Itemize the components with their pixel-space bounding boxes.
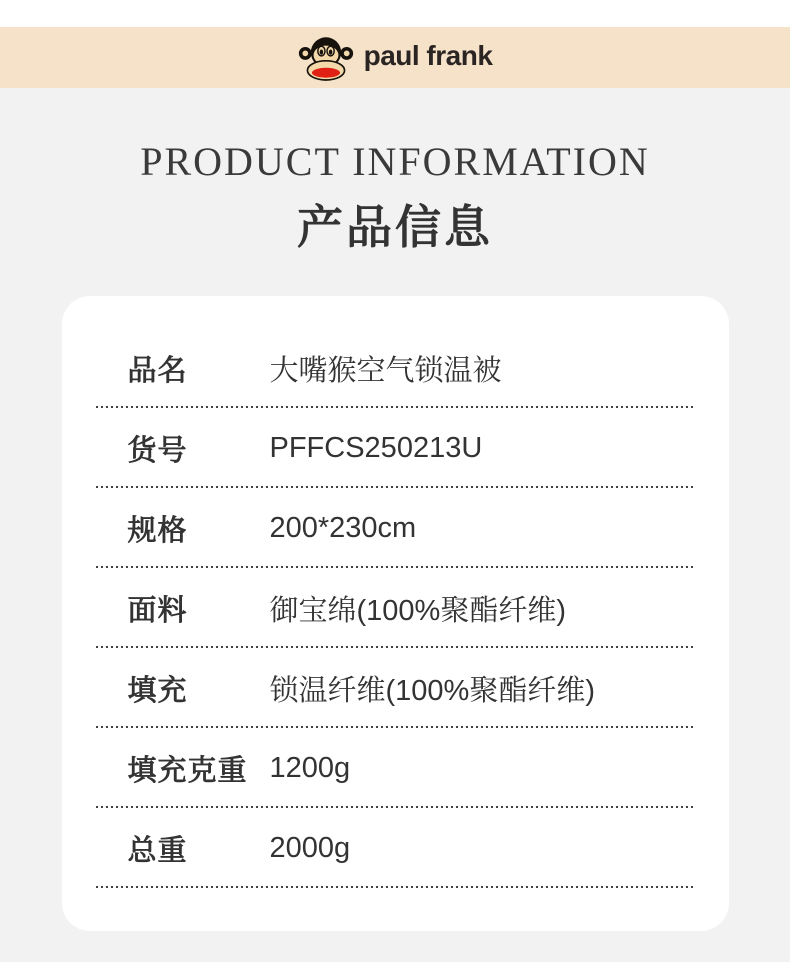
spec-value: 锁温纤维(100%聚酯纤维) xyxy=(269,674,595,707)
spec-label: 品名 xyxy=(127,354,188,387)
content-area xyxy=(0,88,790,962)
spec-value: 大嘴猴空气锁温被 xyxy=(269,354,502,387)
spec-value: 200*230cm xyxy=(269,511,417,544)
top-white-strip xyxy=(0,0,790,27)
spec-value: PFFCS250213U xyxy=(269,431,483,464)
table-row xyxy=(62,728,729,808)
spec-label: 货号 xyxy=(127,434,188,467)
spec-label: 规格 xyxy=(127,514,188,547)
brand-wordmark: paul frank xyxy=(363,39,493,71)
table-row xyxy=(62,328,729,408)
paul-frank-monkey-icon xyxy=(298,35,354,81)
spec-label: 填充克重 xyxy=(127,754,248,787)
page-title-chinese: 产品信息 xyxy=(297,201,493,253)
table-row xyxy=(62,568,729,648)
spec-label: 总重 xyxy=(127,834,188,867)
table-row xyxy=(62,808,729,888)
spec-value: 1200g xyxy=(269,751,351,784)
spec-label: 填充 xyxy=(127,674,188,707)
table-row xyxy=(62,408,729,488)
spec-label: 面料 xyxy=(127,594,188,627)
table-row xyxy=(62,488,729,568)
product-spec-card xyxy=(62,296,729,931)
page-title-english: PRODUCT INFORMATION xyxy=(140,139,650,184)
spec-value: 御宝绵(100%聚酯纤维) xyxy=(269,594,566,627)
brand-banner xyxy=(0,27,790,88)
table-row xyxy=(62,648,729,728)
spec-value: 2000g xyxy=(269,831,351,864)
